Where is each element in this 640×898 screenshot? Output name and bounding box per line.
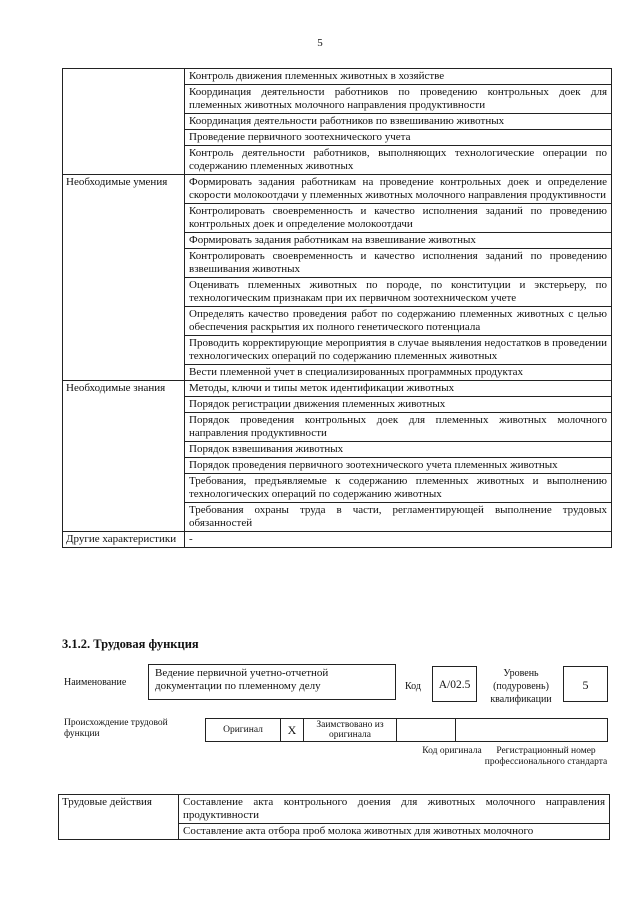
- origin-label: Происхождение трудовой функции: [64, 718, 168, 739]
- row-item-text: Требования, предъявляемые к содержанию племенных животных и выполнению технологических операций по содержанию животных: [185, 474, 612, 503]
- level-label: Уровень (подуровень) квалификации: [490, 668, 552, 705]
- row-item-text: Формировать задания работникам на проведение контрольных доек и определение скорости молокоотдачи у племенных животных молочного направления продуктивности: [185, 175, 612, 204]
- row-item-text: Контроль движения племенных животных в хозяйстве: [185, 69, 612, 85]
- row-group-label: [63, 69, 185, 175]
- table-row: [63, 381, 612, 397]
- row-item-text: Координация деятельности работников по проведению контрольных доек для племенных животных молочного направления продуктивности: [185, 85, 612, 114]
- function-code-box: [432, 666, 477, 702]
- original-cell: Оригинал: [206, 719, 281, 742]
- function-name-box: [148, 664, 396, 700]
- row-item-text: Порядок взвешивания животных: [185, 442, 612, 458]
- name-label: Наименование: [64, 677, 127, 688]
- row-item-text: Требования охраны труда в части, регламентирующей выполнение трудовых обязанностей: [185, 503, 612, 532]
- section-heading: 3.1.2. Трудовая функция: [62, 637, 199, 651]
- row-item-text: Контролировать своевременность и качество исполнения заданий по проведению контрольных доек и определение молокоотдачи: [185, 204, 612, 233]
- reg-caption: Регистрационный номер профессионального стандарта: [484, 746, 608, 767]
- page-number: 5: [317, 37, 323, 49]
- origin-table: [205, 718, 608, 742]
- row-item-text: Координация деятельности работников по взвешиванию животных: [185, 114, 612, 130]
- row-item-text: Определять качество проведения работ по содержанию племенных животных с целью обеспечения раскрытия их полного генетического потенциала: [185, 307, 612, 336]
- code-label: Код: [405, 681, 421, 692]
- row-item-text: Порядок проведения контрольных доек для племенных животных молочного направления продуктивности: [185, 413, 612, 442]
- row-item-text: Контроль деятельности работников, выполняющих технологические операции по содержанию племенных животных: [185, 146, 612, 175]
- row-item-text: Оценивать племенных животных по породе, по конституции и экстерьеру, по технологическим признакам при их первичном зоотехническом учете: [185, 278, 612, 307]
- table-row: [63, 175, 612, 204]
- reg-number-cell: [456, 719, 608, 742]
- row-item-text: Формировать задания работникам на взвешивание животных: [185, 233, 612, 249]
- row-group-label: Необходимые умения: [63, 175, 185, 381]
- origin-code-cell: [397, 719, 456, 742]
- row-item-text: Проводить корректирующие мероприятия в случае выявления недостатков в проведении технологических операций по содержанию племенных животных: [185, 336, 612, 365]
- borrowed-cell: Заимствовано из оригинала: [304, 719, 397, 742]
- row-item-text: Контролировать своевременность и качество исполнения заданий по проведению взвешивания животных: [185, 249, 612, 278]
- level-value: 5: [582, 678, 589, 692]
- row-item-text: Порядок регистрации движения племенных животных: [185, 397, 612, 413]
- requirements-table: [62, 68, 612, 548]
- labor-action-text: Составление акта контрольного доения для животных молочного направления продуктивности: [179, 795, 610, 824]
- table-row: [63, 532, 612, 548]
- row-item-text: -: [185, 532, 612, 548]
- original-mark: X: [281, 719, 304, 742]
- code-caption: Код оригинала: [422, 746, 482, 756]
- row-group-label: Другие характеристики: [63, 532, 185, 548]
- labor-actions-table: [58, 794, 610, 840]
- labor-action-text: Составление акта отбора проб молока животных для животных молочного: [179, 824, 610, 840]
- labor-actions-label: Трудовые действия: [59, 795, 179, 840]
- row-item-text: Проведение первичного зоотехнического учета: [185, 130, 612, 146]
- row-item-text: Порядок проведения первичного зоотехнического учета племенных животных: [185, 458, 612, 474]
- function-code: А/02.5: [438, 679, 471, 691]
- row-group-label: Необходимые знания: [63, 381, 185, 532]
- level-box: [563, 666, 608, 702]
- table-row: [63, 69, 612, 85]
- row-item-text: Методы, ключи и типы меток идентификации животных: [185, 381, 612, 397]
- function-name: Ведение первичной учетно-отчетной документации по племенному делу: [155, 667, 329, 692]
- row-item-text: Вести племенной учет в специализированных программных продуктах: [185, 365, 612, 381]
- table-row: [59, 795, 610, 824]
